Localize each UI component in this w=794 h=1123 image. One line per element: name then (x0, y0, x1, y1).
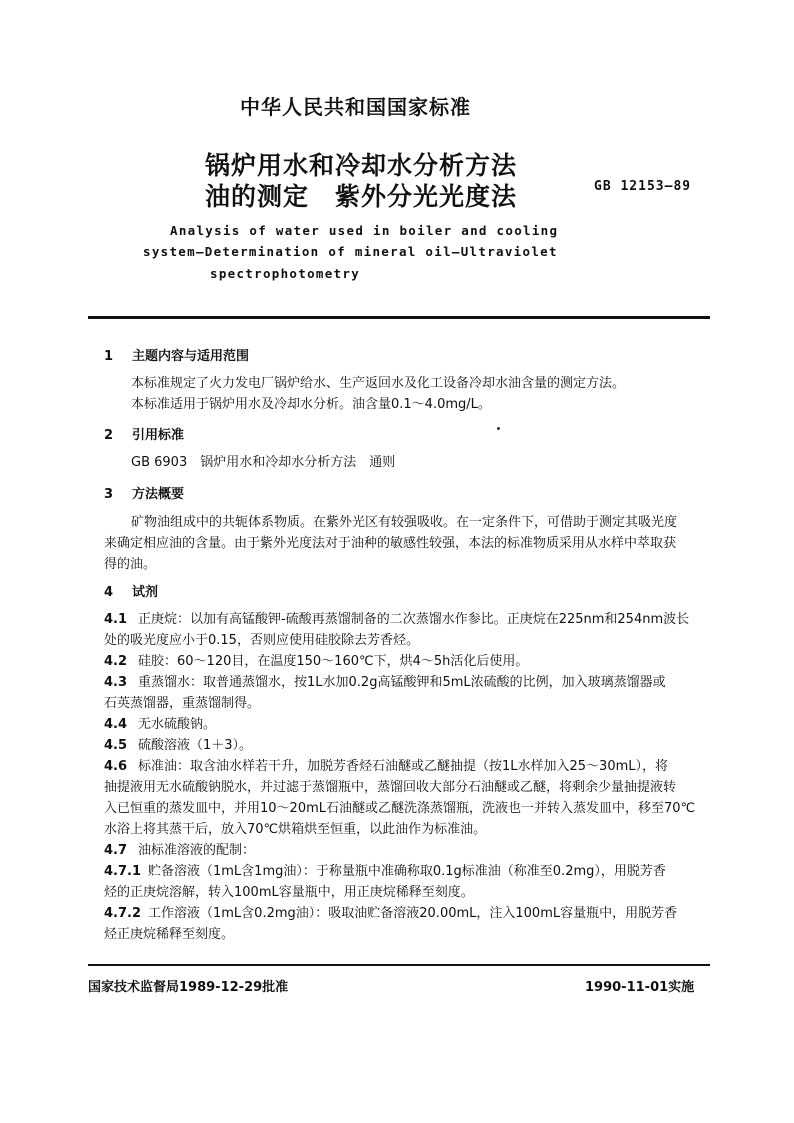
item-4-6 (104, 756, 668, 777)
item-number: 4.5 (104, 738, 128, 753)
section-title: 试剂 (132, 585, 159, 600)
speck (497, 427, 500, 430)
section-title: 引用标准 (132, 428, 185, 443)
english-title-line-3: spectrophotometry (210, 266, 361, 281)
item-text: 标准油：取含油水样若干升，加脱芳香烃石油醚或乙醚抽提（按1L水样加入25～30mL），将 (138, 759, 669, 774)
item-number: 4.2 (104, 654, 128, 669)
section-heading-2 (104, 424, 184, 443)
effective-date: 1990-11-01实施 (585, 980, 695, 995)
item-4-4 (104, 714, 216, 735)
item-4-7-2-cont: 烃正庚烷稀释至刻度。 (104, 927, 235, 942)
item-4-1-cont: 处的吸光度应小于0.15，否则应使用硅胶除去芳香烃。 (104, 633, 419, 648)
item-number: 4.1 (104, 612, 128, 627)
item-4-7 (104, 840, 255, 861)
item-4-3 (104, 672, 666, 693)
title-line-2: 油的测定 紫外分光光度法 (205, 182, 518, 211)
item-number: 4.4 (104, 717, 128, 732)
section-1-para-1: 本标准规定了火力发电厂锅炉给水、生产返回水及化工设备冷却水油含量的测定方法。 (131, 376, 626, 391)
national-standard-label: 中华人民共和国国家标准 (240, 95, 471, 119)
english-title-line-2: system—Determination of mineral oil—Ultraviolet (143, 244, 558, 259)
section-heading-3 (104, 483, 184, 502)
item-4-7-1 (104, 861, 666, 882)
item-number: 4.7 (104, 843, 128, 858)
section-3-line-1: 矿物油组成中的共轭体系物质。在紫外光区有较强吸收。在一定条件下，可借助于测定其吸光度 (131, 515, 678, 530)
item-text: 硅胶：60～120目，在温度150～160℃下，烘4～5h活化后使用。 (138, 654, 529, 669)
section-3-line-2: 来确定相应油的含量。由于紫外光度法对于油种的敏感性较强，本法的标准物质采用从水样中萃取获 (104, 536, 677, 551)
item-4-2 (104, 651, 528, 672)
header-divider (88, 316, 710, 319)
item-text: 油标准溶液的配制： (138, 843, 256, 858)
section-number: 1 (104, 349, 114, 364)
item-4-1 (104, 609, 689, 630)
footer-divider (88, 964, 710, 966)
english-title-line-1: Analysis of water used in boiler and cooling (170, 223, 559, 238)
item-number: 4.7.2 (104, 906, 142, 921)
approval-date: 国家技术监督局1989-12-29批准 (88, 980, 289, 995)
item-4-5 (104, 735, 252, 756)
section-3-line-3: 得的油。 (104, 557, 157, 572)
item-4-6-cont-3: 水浴上将其蒸干后，放入70℃烘箱烘至恒重，以此油作为标准油。 (104, 822, 487, 837)
item-text: 正庚烷：以加有高锰酸钾-硫酸再蒸馏制备的二次蒸馏水作参比。正庚烷在225nm和254nm波长 (138, 612, 690, 627)
item-number: 4.3 (104, 675, 128, 690)
section-title: 主题内容与适用范围 (132, 349, 250, 364)
item-text: 工作溶液（1mL含0.2mg油）：吸取油贮备溶液20.00mL，注入100mL容量瓶中，用脱芳香 (148, 906, 678, 921)
section-heading-1 (104, 345, 249, 364)
item-text: 重蒸馏水：取普通蒸馏水，按1L水加0.2g高锰酸钾和5mL浓硫酸的比例，加入玻璃蒸馏器或 (138, 675, 666, 690)
item-number: 4.6 (104, 759, 128, 774)
item-text: 贮备溶液（1mL含1mg油）：于称量瓶中准确称取0.1g标准油（称准至0.2mg），用脱芳香 (148, 864, 666, 879)
standard-number: GB 12153—89 (594, 179, 692, 194)
title-line-1: 锅炉用水和冷却水分析方法 (205, 151, 518, 180)
section-2-reference: GB 6903 锅炉用水和冷却水分析方法 通则 (131, 455, 396, 470)
item-text: 无水硫酸钠。 (138, 717, 217, 732)
item-4-3-cont: 石英蒸馏器，重蒸馏制得。 (104, 696, 261, 711)
section-heading-4 (104, 581, 158, 600)
item-4-7-2 (104, 903, 677, 924)
section-number: 4 (104, 585, 114, 600)
item-4-6-cont-2: 入已恒重的蒸发皿中，并用10～20mL石油醚或乙醚洗涤蒸馏瓶，洗液也一并转入蒸发皿中，移至70℃ (104, 801, 696, 816)
section-number: 2 (104, 428, 114, 443)
section-number: 3 (104, 487, 114, 502)
item-4-7-1-cont: 烃的正庚烷溶解，转入100mL容量瓶中，用正庚烷稀释至刻度。 (104, 885, 474, 900)
item-number: 4.7.1 (104, 864, 142, 879)
section-title: 方法概要 (132, 487, 185, 502)
item-text: 硫酸溶液（1＋3）。 (138, 738, 253, 753)
item-4-6-cont-1: 抽提液用无水硫酸钠脱水，并过滤于蒸馏瓶中，蒸馏回收大部分石油醚或乙醚，将剩余少量抽提液转 (104, 780, 677, 795)
section-1-para-2: 本标准适用于锅炉用水及冷却水分析。油含量0.1～4.0mg/L。 (131, 397, 491, 412)
